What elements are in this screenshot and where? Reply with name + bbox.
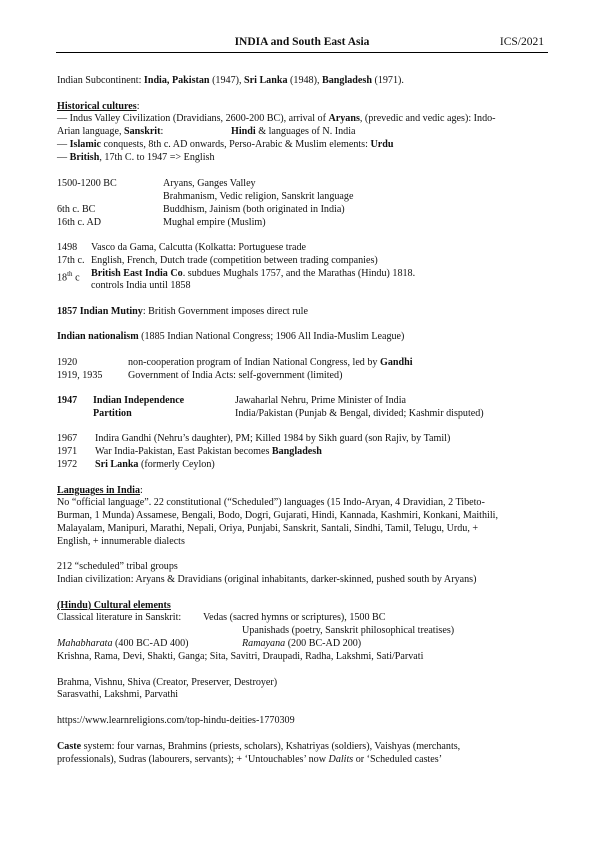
historical-heading: Historical cultures: — [57, 101, 140, 112]
year-cell: 1919, 1935 — [57, 370, 103, 381]
year-desc: British East India Co. subdues Mughals 1757, and the Marathas (Hindu) 1818. — [91, 268, 416, 279]
languages-heading: Languages in India: — [57, 485, 143, 496]
year-desc: Vasco da Gama, Calcutta (Kolkatta: Portuguese trade — [91, 242, 306, 253]
event-desc: India/Pakistan (Punjab & Bengal, divided; Kashmir disputed) — [235, 408, 484, 419]
year-desc: English, French, Dutch trade (competition between trading companies) — [91, 255, 378, 266]
hindi-note: Hindi & languages of N. India — [231, 126, 356, 137]
reference-url[interactable]: https://www.learnreligions.com/top-hindu-deities-1770309 — [57, 715, 295, 726]
page-header — [56, 36, 548, 53]
event-cell: Partition — [93, 408, 132, 419]
period-desc: Aryans, Ganges Valley — [163, 178, 256, 189]
year-desc: Indira Gandhi (Nehru’s daughter), PM; Killed 1984 by Sikh guard (son Rajiv, by Tamil) — [95, 433, 451, 444]
year-cell: 1972 — [57, 459, 78, 470]
year-cell: 1967 — [57, 433, 78, 444]
goddesses-line: Sarasvathi, Lakshmi, Parvathi — [57, 689, 179, 700]
document-code: ICS/2021 — [499, 36, 544, 48]
period-cell: 16th c. AD — [57, 217, 102, 228]
period-desc: Mughal empire (Muslim) — [163, 217, 266, 228]
year-cell: 1947 — [57, 395, 78, 406]
event-cell: Indian Independence — [93, 395, 185, 406]
trimurti-line: Brahma, Vishnu, Shiva (Creator, Preserver, Destroyer) — [57, 677, 278, 688]
period-desc: Brahmanism, Vedic religion, Sanskrit language — [163, 191, 354, 202]
period-desc: Buddhism, Jainism (both originated in India) — [163, 204, 345, 215]
cultural-item: Upanishads (poetry, Sanskrit philosophical treatises) — [242, 625, 455, 636]
year-cell: 18th c — [57, 270, 80, 284]
year-desc: Government of India Acts: self-government (limited) — [128, 370, 343, 381]
civilization-line: Indian civilization: Aryans & Dravidians (original inhabitants, darker-skinned, pushed south by Aryans) — [57, 574, 477, 585]
languages-line: English, + innumerable dialects — [57, 536, 185, 547]
tribal-groups-line: 212 “scheduled” tribal groups — [57, 561, 178, 572]
year-cell: 1920 — [57, 357, 78, 368]
year-cell: 1498 — [57, 242, 78, 253]
cultural-heading: (Hindu) Cultural elements — [57, 600, 171, 611]
event-desc: Jawaharlal Nehru, Prime Minister of India — [235, 395, 406, 406]
caste-line-2: professionals), Sudras (labourers, servants); + ‘Untouchables’ now Dalits or ‘Scheduled castes’ — [57, 754, 443, 765]
year-desc: non-cooperation program of Indian National Congress, led by Gandhi — [128, 357, 413, 368]
year-desc: controls India until 1858 — [91, 280, 191, 291]
historical-line-4: — British, 17th C. to 1947 => English — [57, 152, 215, 163]
year-desc: Sri Lanka (formerly Ceylon) — [95, 459, 215, 470]
historical-line-1: — Indus Valley Civilization (Dravidians, 2600-200 BC), arrival of Aryans, (prevedic and vedic ages): Indo- — [57, 113, 496, 124]
year-desc: War India-Pakistan, East Pakistan becomes Bangladesh — [95, 446, 322, 457]
mutiny-line: 1857 Indian Mutiny: British Government imposes direct rule — [57, 306, 308, 317]
languages-line: Burman, 1 Munda) Assamese, Bengali, Bodo, Dogri, Gujarati, Hindi, Kannada, Kashmiri, Konkani, Maithili, — [57, 510, 498, 521]
cultural-item: Vedas (sacred hymns or scriptures), 1500 BC — [203, 612, 386, 623]
reference-link[interactable] — [57, 715, 295, 727]
languages-line: Malayalam, Manipuri, Marathi, Nepali, Oriya, Punjabi, Sanskrit, Santali, Sindhi, Tamil, Telugu, Urdu, + — [57, 523, 479, 534]
deity-names-line: Krishna, Rama, Devi, Shakti, Ganga; Sita, Savitri, Draupadi, Radha, Lakshmi, Sati/Parvati — [57, 651, 424, 662]
epic-ramayana: Ramayana (200 BC-AD 200) — [242, 638, 362, 649]
languages-line: No “official language”. 22 constitutional (“Scheduled”) languages (15 Indo-Aryan, 4 Dravidian, 2 Tibeto- — [57, 497, 485, 508]
year-cell: 1971 — [57, 446, 78, 457]
nationalism-line: Indian nationalism (1885 Indian National Congress; 1906 All India-Muslim League) — [57, 331, 405, 342]
period-cell: 6th c. BC — [57, 204, 96, 215]
document-title: INDIA and South East Asia — [234, 36, 370, 48]
historical-line-3: — Islamic conquests, 8th c. AD onwards, Perso-Arabic & Muslim elements: Urdu — [57, 139, 394, 150]
caste-line-1: Caste system: four varnas, Brahmins (priests, scholars), Kshatriyas (soldiers), Vaishyas (merchants, — [57, 741, 461, 752]
cultural-label: Classical literature in Sanskrit: — [57, 612, 182, 623]
intro-line: Indian Subcontinent: India, Pakistan (1947), Sri Lanka (1948), Bangladesh (1971). — [57, 75, 404, 86]
period-cell: 1500-1200 BC — [57, 178, 117, 189]
historical-line-2: Arian language, Sanskrit: — [57, 126, 164, 137]
epic-mahabharata: Mahabharata (400 BC-AD 400) — [57, 638, 189, 649]
year-cell: 17th c. — [57, 255, 85, 266]
